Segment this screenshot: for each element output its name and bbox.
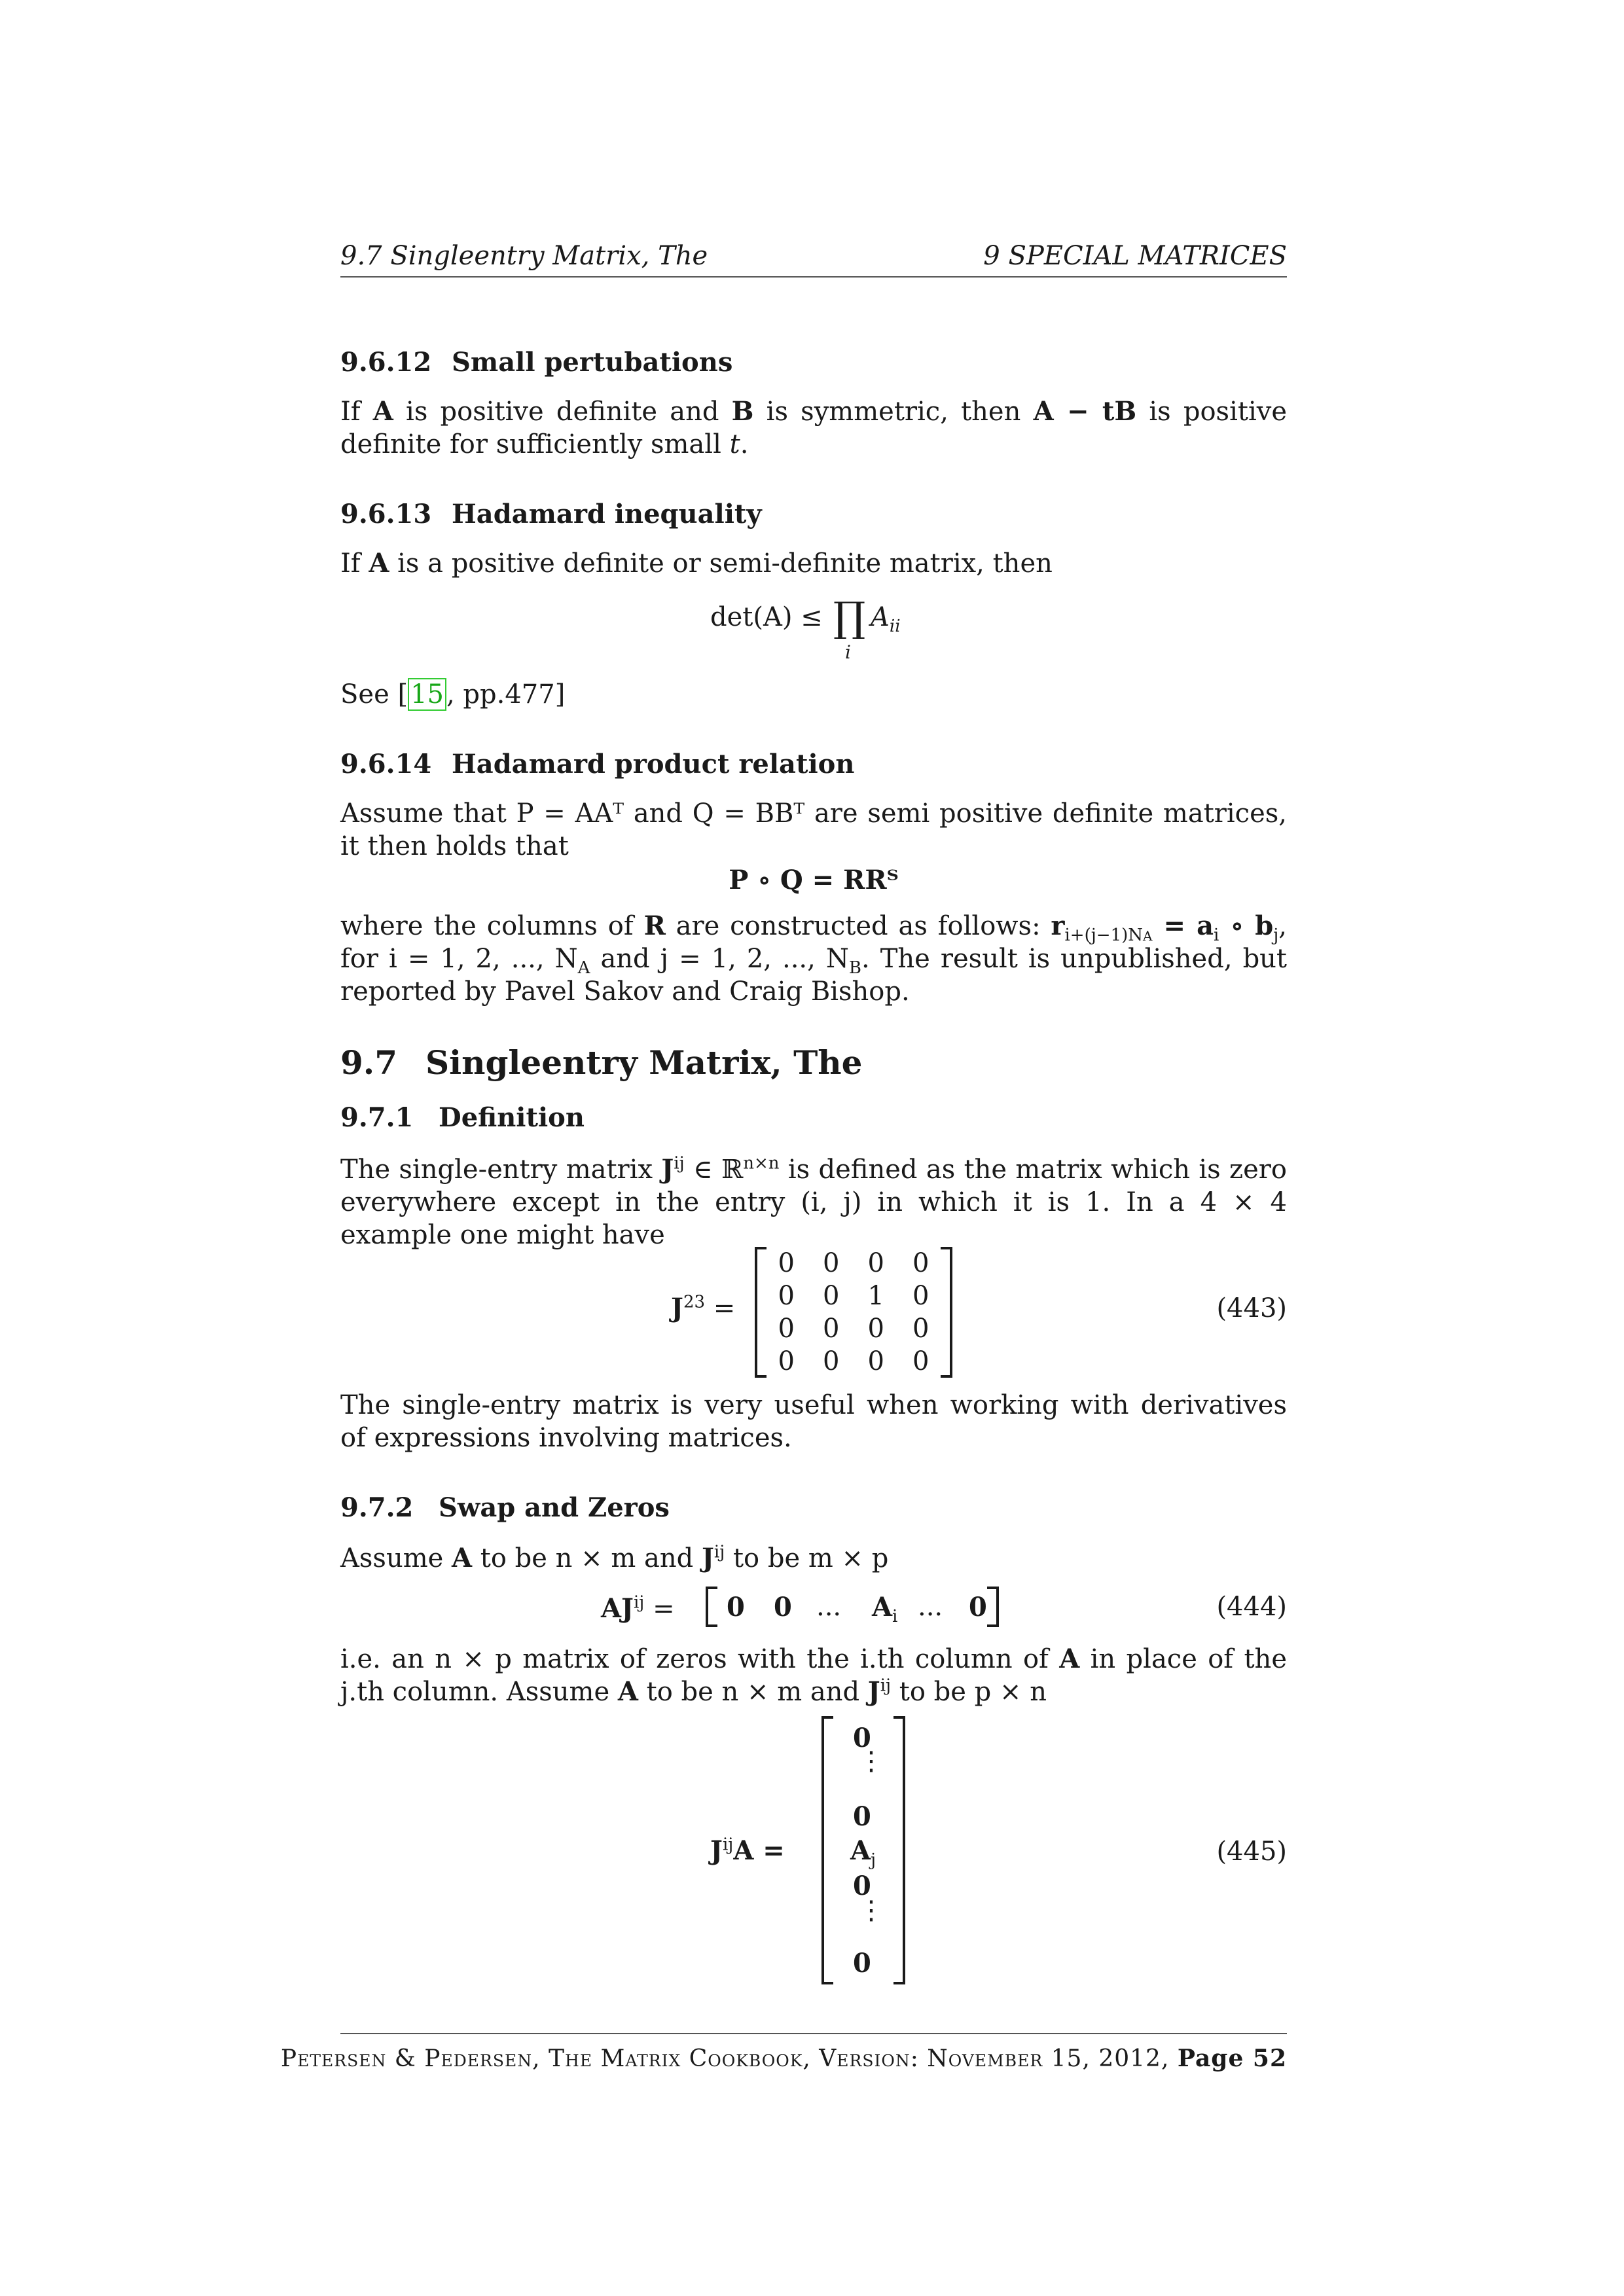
matrix-cell: 0 bbox=[823, 1248, 840, 1278]
subsection-number: 9.6.12 bbox=[340, 347, 432, 378]
paragraph-ie-n-by-p: i.e. an n × p matrix of zeros with the i.th column of A in place of the j.th column. Assume A to be n × m and $J^{ij}$ to be p × n bbox=[340, 1643, 1287, 1707]
equation-hadamard-inequality: det(A) ≤ ∏ i $A_{ii}$ bbox=[710, 593, 901, 663]
matrix-cell: 0 bbox=[778, 1314, 795, 1344]
column-vector-ja: 0 ⋮ 0 $A_j$ 0 ⋮ 0 bbox=[821, 1716, 905, 1984]
matrix-cell: 0 bbox=[867, 1248, 884, 1278]
matrix-cell: 0 bbox=[867, 1314, 884, 1344]
matrix-cell: 0 bbox=[778, 1346, 795, 1376]
equation-hadamard-product: P ∘ Q = RRᵀ bbox=[729, 865, 899, 895]
subsection-heading-9-6-12 bbox=[340, 347, 732, 378]
matrix-cell: 0 bbox=[912, 1346, 929, 1376]
page-number: Page 52 bbox=[1177, 2045, 1287, 2072]
subsection-title: Swap and Zeros bbox=[439, 1492, 670, 1523]
matrix-cell: 0 bbox=[912, 1314, 929, 1344]
subsection-number: 9.7.1 bbox=[340, 1102, 414, 1133]
paragraph-single-entry-useful: The single-entry matrix is very useful when working with derivatives of expressions involving matrices. bbox=[340, 1390, 1287, 1453]
subsection-heading-9-7-2 bbox=[340, 1492, 670, 1523]
section-title: Singleentry Matrix, The bbox=[425, 1043, 863, 1082]
section-number: 9.7 bbox=[340, 1043, 397, 1082]
matrix-cell: 0 bbox=[912, 1248, 929, 1278]
matrix-row bbox=[764, 1312, 943, 1345]
page-footer bbox=[281, 2045, 1287, 2072]
matrix-cell: 0 bbox=[823, 1314, 840, 1344]
subsection-number: 9.6.13 bbox=[340, 499, 432, 529]
running-header-right: 9 SPECIAL MATRICES bbox=[983, 241, 1287, 271]
matrix-row bbox=[764, 1247, 943, 1280]
product-symbol: ∏ bbox=[833, 593, 866, 641]
equation-445: $J^{ij}A$ = 0 ⋮ 0 $A_j$ 0 ⋮ 0 bbox=[710, 1716, 907, 1991]
matrix-cell: 0 bbox=[823, 1346, 840, 1376]
paragraph-single-entry-definition: The single-entry matrix $J^{ij}$ ∈ ℝ$^{n\times n}$ is defined as the matrix which is zero everywhere except in the entry (i, j) in which it is 1. In a 4 × 4 example one might have bbox=[340, 1153, 1288, 1250]
equation-number-445: (445) bbox=[1216, 1837, 1287, 1867]
subsection-heading-9-7-1 bbox=[340, 1102, 585, 1133]
paragraph-columns-of-r: where the columns of R are constructed as follows: $r_{i+(j-1)NA} = a_i$ ∘ $b_j$, for i = 1, 2, ..., $N_A$ and j = 1, 2, ..., $N_B$. The result is unpublished, but reported by Pavel Sakov and Craig Bishop. bbox=[340, 910, 1288, 1007]
paragraph-small-pertubations: If A is positive definite and B is symmetric, then A − tB is positive definite for sufficiently small t. bbox=[340, 396, 1288, 459]
paragraph-hadamard-product: Assume that P = AAᵀ and Q = BBᵀ are semi positive definite matrices, it then holds that bbox=[340, 798, 1287, 861]
matrix-cell: 0 bbox=[867, 1346, 884, 1376]
footer-citation: Petersen & Pedersen, The Matrix Cookbook, Version: November 15, 2012, bbox=[280, 2045, 1178, 2072]
running-header-left: 9.7 Singleentry Matrix, The bbox=[340, 241, 708, 271]
subsection-title: Hadamard product relation bbox=[452, 749, 855, 780]
section-heading-9-7 bbox=[340, 1043, 862, 1082]
matrix-cell: 0 bbox=[778, 1281, 795, 1311]
matrix-j23 bbox=[755, 1247, 952, 1378]
header-rule bbox=[340, 276, 1287, 278]
paragraph-assume-a-j: Assume A to be n × m and $J^{ij}$ to be m × p bbox=[340, 1542, 889, 1573]
equation-443: $J^{23}$ = 0 0 0 0 0 0 1 0 0 0 0 0 0 0 0 0 bbox=[671, 1247, 952, 1378]
equation-444: $AJ^{ij}$ = 0 0 ... $A_i$ ... 0 bbox=[601, 1587, 1072, 1632]
subsection-title: Small pertubations bbox=[452, 347, 733, 378]
subsection-heading-9-6-13 bbox=[340, 499, 762, 529]
subsection-title: Definition bbox=[439, 1102, 585, 1133]
matrix-row bbox=[764, 1345, 943, 1378]
matrix-cell: 0 bbox=[912, 1281, 929, 1311]
subsection-title: Hadamard inequality bbox=[452, 499, 762, 529]
paragraph-hadamard-inequality: If A is a positive definite or semi-definite matrix, then bbox=[340, 548, 1053, 579]
matrix-cell: 0 bbox=[778, 1248, 795, 1278]
footer-rule bbox=[340, 2033, 1287, 2034]
equation-number-444: (444) bbox=[1216, 1592, 1287, 1622]
equation-number-443: (443) bbox=[1216, 1293, 1287, 1323]
reference-link-15[interactable]: 15 bbox=[408, 678, 446, 711]
subsection-number: 9.7.2 bbox=[340, 1492, 414, 1523]
subsection-number: 9.6.14 bbox=[340, 749, 432, 780]
matrix-cell: 1 bbox=[867, 1281, 884, 1311]
subsection-heading-9-6-14 bbox=[340, 749, 854, 780]
matrix-row bbox=[764, 1280, 943, 1312]
citation-line: See [ 15 , pp.477] bbox=[340, 679, 566, 709]
row-vector-aj: 0 0 ... $A_i$ ... 0 bbox=[706, 1587, 999, 1627]
matrix-cell: 0 bbox=[823, 1281, 840, 1311]
